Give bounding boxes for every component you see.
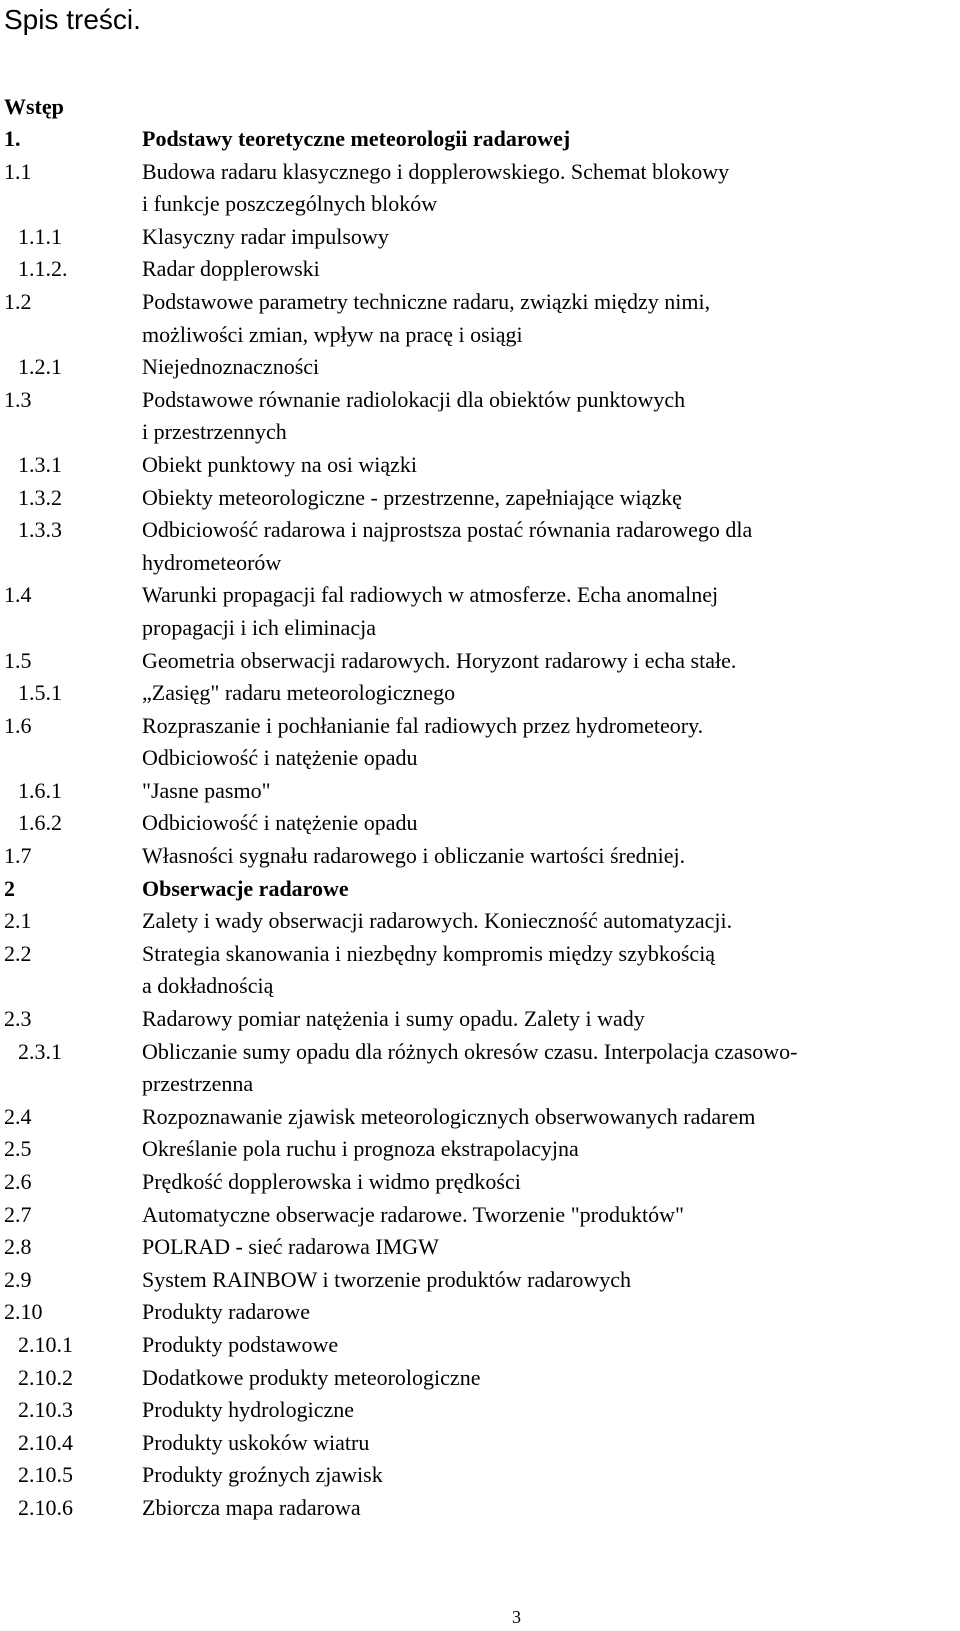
toc-entry bbox=[0, 1133, 960, 1166]
toc-entry-number: 1.3.3 bbox=[18, 517, 62, 543]
toc-entry bbox=[0, 1231, 960, 1264]
toc-entry bbox=[0, 1199, 960, 1232]
toc-entry-number: 2.8 bbox=[4, 1234, 32, 1260]
toc-entry-title bbox=[142, 645, 960, 678]
toc-entry-title-line: możliwości zmian, wpływ na pracę i osiągi bbox=[142, 321, 523, 347]
toc-entry-title bbox=[142, 156, 960, 221]
toc-entry-title-line: Odbiciowość i natężenie opadu bbox=[142, 745, 418, 771]
toc-entry bbox=[0, 351, 960, 384]
toc-entry bbox=[0, 1362, 960, 1395]
toc-entry-number: 2.10.1 bbox=[18, 1331, 73, 1357]
toc-entry-title-line: Produkty radarowe bbox=[142, 1299, 311, 1325]
toc-entry-title bbox=[142, 1296, 960, 1329]
toc-entry bbox=[0, 579, 960, 644]
toc-entry-title bbox=[142, 1264, 960, 1297]
toc-entry-title bbox=[142, 1166, 960, 1199]
toc-entry bbox=[0, 1264, 960, 1297]
page-number: 3 bbox=[512, 1607, 521, 1627]
toc-entry-number: 2.9 bbox=[4, 1266, 32, 1292]
toc-entry-title bbox=[142, 775, 960, 808]
toc-entry-title-line: Produkty hydrologiczne bbox=[142, 1397, 355, 1423]
toc-entry bbox=[0, 645, 960, 678]
toc-entry-title bbox=[142, 1003, 960, 1036]
toc-entry-number: 2.7 bbox=[4, 1201, 32, 1227]
toc-entry-number: 1.1 bbox=[4, 158, 32, 184]
toc-entry bbox=[0, 1329, 960, 1362]
toc-entry-number: 2.10 bbox=[4, 1299, 43, 1325]
page-title: Spis treści. bbox=[4, 4, 141, 35]
toc-entry bbox=[0, 1459, 960, 1492]
toc-intro-entry: Wstęp bbox=[4, 94, 64, 119]
toc-entry bbox=[0, 253, 960, 286]
toc-entry bbox=[0, 775, 960, 808]
toc-entry bbox=[0, 449, 960, 482]
toc-entry-number: 1.2 bbox=[4, 288, 32, 314]
toc-entry-number: 2.6 bbox=[4, 1169, 32, 1194]
toc-entry-title-line: Niejednoznaczności bbox=[142, 354, 320, 380]
toc-entry-title bbox=[142, 1036, 960, 1101]
toc-entry-number: 1.4 bbox=[4, 582, 32, 608]
toc-entry-title-line: i funkcje poszczególnych bloków bbox=[142, 191, 438, 217]
toc-entry-number: 2.10.3 bbox=[18, 1397, 73, 1423]
toc-entry-title-line: Prędkość dopplerowska i widmo prędkości bbox=[142, 1169, 521, 1194]
toc-entry-title-line: Warunki propagacji fal radiowych w atmosferze. Echa anomalnej bbox=[142, 582, 719, 608]
toc-entry bbox=[0, 221, 960, 254]
toc-entry-title bbox=[142, 1199, 960, 1232]
toc-entry-number: 1.1.2. bbox=[18, 256, 68, 282]
toc-entry-title-line: Rozpraszanie i pochłanianie fal radiowych przez hydrometeory. bbox=[142, 712, 704, 738]
toc-entry-title-line: Obserwacje radarowe bbox=[142, 875, 349, 901]
toc-entry-title-line: Dodatkowe produkty meteorologiczne bbox=[142, 1364, 481, 1390]
toc-entry-number: 1.5 bbox=[4, 647, 32, 673]
toc-entry-title bbox=[142, 1394, 960, 1427]
toc-entry-title bbox=[142, 351, 960, 384]
toc-entry-title bbox=[142, 123, 960, 156]
toc-entry-number: 1. bbox=[4, 126, 21, 151]
toc-entry-title bbox=[142, 384, 960, 449]
toc-entry bbox=[0, 286, 960, 351]
toc-entry-title-line: System RAINBOW i tworzenie produktów radarowych bbox=[142, 1266, 631, 1292]
toc-entry bbox=[0, 1003, 960, 1036]
toc-entry-number: 2.10.6 bbox=[18, 1494, 73, 1520]
toc-entry-title-line: „Zasięg" radaru meteorologicznego bbox=[142, 680, 456, 706]
toc-entry bbox=[0, 514, 960, 579]
toc-entry-title-line: Własności sygnału radarowego i obliczanie wartości średniej. bbox=[142, 843, 686, 869]
toc-entry bbox=[0, 1394, 960, 1427]
toc-entry-title bbox=[142, 938, 960, 1003]
toc-entry bbox=[0, 905, 960, 938]
toc-entry-number: 2.5 bbox=[4, 1136, 32, 1162]
toc-entry-title-line: Zbiorcza mapa radarowa bbox=[142, 1494, 361, 1520]
toc-entry-title bbox=[142, 1329, 960, 1362]
toc-entry-number: 1.3 bbox=[4, 386, 32, 412]
toc-entry-number: 2 bbox=[4, 875, 15, 901]
toc-entry-title-line: Obiekty meteorologiczne - przestrzenne, zapełniające wiązkę bbox=[142, 484, 682, 510]
toc-entry-title-line: Obliczanie sumy opadu dla różnych okresów czasu. Interpolacja czasowo- bbox=[142, 1038, 798, 1064]
toc-entry-title-line: Podstawowe równanie radiolokacji dla obiektów punktowych bbox=[142, 386, 686, 412]
toc-entry-title-line: Zalety i wady obserwacji radarowych. Konieczność automatyzacji. bbox=[142, 908, 733, 934]
toc-entry-title-line: i przestrzennych bbox=[142, 419, 287, 445]
toc-entry-title bbox=[142, 1459, 960, 1492]
toc-entry-title-line: propagacji i ich eliminacja bbox=[142, 614, 376, 640]
toc-entry bbox=[0, 384, 960, 449]
toc-entry-number: 1.6 bbox=[4, 712, 32, 738]
toc-entry-number: 2.3 bbox=[4, 1006, 32, 1032]
toc-entry-number: 2.4 bbox=[4, 1103, 32, 1129]
toc-entry-title-line: Rozpoznawanie zjawisk meteorologicznych obserwowanych radarem bbox=[142, 1103, 756, 1129]
toc-entry-title-line: Automatyczne obserwacje radarowe. Tworzenie "produktów" bbox=[142, 1201, 684, 1227]
toc-entry-title-line: Podstawy teoretyczne meteorologii radarowej bbox=[142, 126, 571, 151]
toc-entry bbox=[0, 156, 960, 221]
toc-entry-number: 1.7 bbox=[4, 843, 32, 869]
toc-entry-number: 1.3.1 bbox=[18, 451, 62, 477]
toc-entry-title bbox=[142, 710, 960, 775]
toc-entry-title bbox=[142, 807, 960, 840]
toc-entry-title-line: Geometria obserwacji radarowych. Horyzont radarowy i echa stałe. bbox=[142, 647, 737, 673]
toc-entry-title bbox=[142, 286, 960, 351]
toc-entry bbox=[0, 1101, 960, 1134]
toc-entry-title-line: Strategia skanowania i niezbędny kompromis między szybkością bbox=[142, 940, 716, 966]
toc-entry-number: 2.10.2 bbox=[18, 1364, 73, 1390]
toc-entry-title bbox=[142, 1362, 960, 1395]
toc-entries bbox=[0, 123, 960, 1525]
toc-entry-number: 2.10.4 bbox=[18, 1429, 73, 1455]
toc-entry-title bbox=[142, 677, 960, 710]
toc-entry-number: 1.6.2 bbox=[18, 810, 62, 836]
toc-entry-title bbox=[142, 1492, 960, 1525]
toc-entry-title bbox=[142, 1133, 960, 1166]
toc-entry-title bbox=[142, 1101, 960, 1134]
toc-entry-title bbox=[142, 221, 960, 254]
table-of-contents bbox=[0, 90, 960, 1525]
toc-entry-title bbox=[142, 1427, 960, 1460]
toc-entry-number: 2.3.1 bbox=[18, 1038, 62, 1064]
toc-entry-number: 1.6.1 bbox=[18, 777, 62, 803]
toc-entry-title bbox=[142, 449, 960, 482]
toc-entry bbox=[0, 123, 960, 156]
toc-entry bbox=[0, 710, 960, 775]
toc-entry-title bbox=[142, 1231, 960, 1264]
toc-entry-title-line: POLRAD - sieć radarowa IMGW bbox=[142, 1234, 439, 1260]
toc-entry-title-line: Produkty podstawowe bbox=[142, 1331, 339, 1357]
toc-entry-title-line: a dokładnością bbox=[142, 973, 274, 999]
toc-entry-title bbox=[142, 905, 960, 938]
toc-entry bbox=[0, 938, 960, 1003]
toc-entry-number: 2.10.5 bbox=[18, 1462, 73, 1488]
toc-entry-number: 1.2.1 bbox=[18, 354, 62, 380]
toc-entry bbox=[0, 840, 960, 873]
toc-entry bbox=[0, 1427, 960, 1460]
toc-entry-title-line: Radarowy pomiar natężenia i sumy opadu. Zalety i wady bbox=[142, 1006, 645, 1032]
toc-entry-title-line: Podstawowe parametry techniczne radaru, związki między nimi, bbox=[142, 288, 711, 314]
toc-entry-number: 1.5.1 bbox=[18, 680, 62, 706]
toc-entry-number: 1.3.2 bbox=[18, 484, 62, 510]
toc-entry-title-line: Obiekt punktowy na osi wiązki bbox=[142, 451, 417, 477]
toc-entry bbox=[0, 677, 960, 710]
toc-entry-number: 1.1.1 bbox=[18, 223, 62, 249]
toc-entry-title-line: przestrzenna bbox=[142, 1071, 254, 1097]
toc-entry bbox=[0, 1036, 960, 1101]
toc-entry-title bbox=[142, 579, 960, 644]
toc-entry-title-line: "Jasne pasmo" bbox=[142, 777, 271, 803]
toc-entry-title-line: Produkty groźnych zjawisk bbox=[142, 1462, 383, 1488]
toc-entry bbox=[0, 1492, 960, 1525]
toc-entry bbox=[0, 873, 960, 906]
toc-entry bbox=[0, 482, 960, 515]
toc-entry-title-line: Odbiciowość i natężenie opadu bbox=[142, 810, 418, 836]
toc-entry-title-line: Radar dopplerowski bbox=[142, 256, 320, 282]
toc-entry-title-line: Klasyczny radar impulsowy bbox=[142, 223, 389, 249]
toc-entry-title bbox=[142, 253, 960, 286]
toc-entry-title-line: Odbiciowość radarowa i najprostsza postać równania radarowego dla bbox=[142, 517, 753, 543]
toc-entry bbox=[0, 1166, 960, 1199]
toc-entry-title-line: Określanie pola ruchu i prognoza ekstrapolacyjna bbox=[142, 1136, 579, 1162]
toc-entry-title bbox=[142, 873, 960, 906]
toc-entry-title-line: Produkty uskoków wiatru bbox=[142, 1429, 370, 1455]
toc-entry-title bbox=[142, 514, 960, 579]
toc-entry-number: 2.1 bbox=[4, 908, 32, 934]
toc-entry-title-line: Budowa radaru klasycznego i dopplerowskiego. Schemat blokowy bbox=[142, 158, 730, 184]
toc-entry-number: 2.2 bbox=[4, 940, 32, 966]
toc-entry bbox=[0, 1296, 960, 1329]
toc-entry-title bbox=[142, 482, 960, 515]
toc-entry-title bbox=[142, 840, 960, 873]
toc-entry-title-line: hydrometeorów bbox=[142, 549, 282, 575]
toc-entry bbox=[0, 807, 960, 840]
